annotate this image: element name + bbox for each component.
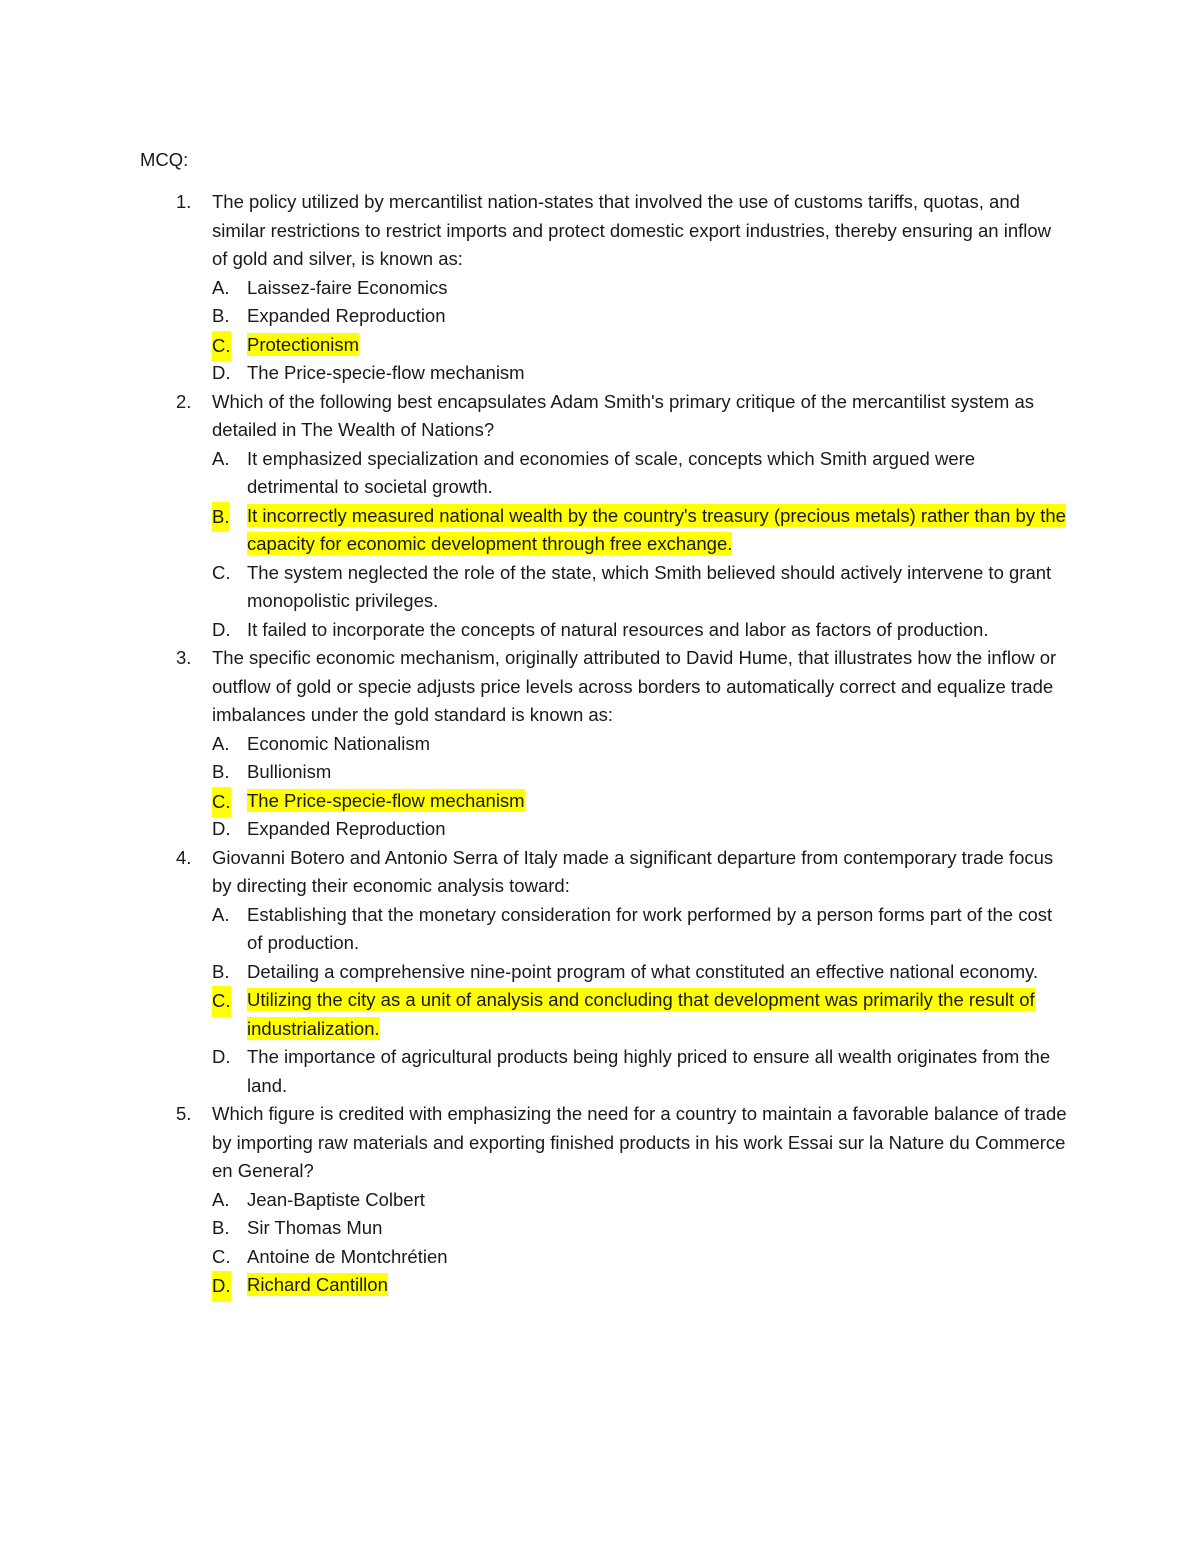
question-text: Giovanni Botero and Antonio Serra of Italy made a significant departure from contemporary trade focus by directing their economic analysis toward: [212,846,1054,896]
option-text: The system neglected the role of the state, which Smith believed should actively intervene to grant monopolistic privileges. [247,561,1052,611]
option-text: Bullionism [247,761,332,782]
option [212,445,1070,502]
option-letter: B. [212,960,230,982]
option [212,1043,1070,1100]
option-text: Expanded Reproduction [247,305,446,326]
option-list [212,730,1070,844]
option-letter: A. [212,1188,230,1210]
option-letter: C. [212,1245,231,1267]
question-text: The policy utilized by mercantilist nation-states that involved the use of customs tariffs, quotas, and similar restrictions to restrict imports and protect domestic export industries, thereby ensuring an inflow of gold and silver, is known as: [212,191,1052,269]
question-number: 4. [176,846,192,868]
highlighted-answer-text: It incorrectly measured national wealth by the country's treasury (precious metals) rather than by the capacity for economic development through free exchange. [247,504,1066,554]
option-text: Antoine de Montchrétien [247,1245,448,1267]
option [212,815,1070,844]
option-letter: A. [212,276,230,298]
option-correct-answer [212,331,1070,360]
option-text: Establishing that the monetary consideration for work performed by a person forms part of the cost of production. [247,903,1053,953]
option-letter: B. [212,305,230,326]
highlighted-answer-text: Richard Cantillon [247,1274,388,1295]
option [212,730,1070,759]
option-list [212,1186,1070,1300]
option-letter: D. [212,1046,231,1067]
question-1 [140,188,1070,388]
option-letter: D. [212,362,231,383]
question-number: 1. [176,191,192,212]
option-text: Detailing a comprehensive nine-point program of what constituted an effective national economy. [247,960,1039,982]
question-list [140,188,1070,1300]
option-text: The Price-specie-flow mechanism [247,362,525,383]
question-text: Which of the following best encapsulates Adam Smith's primary critique of the mercantilist system as detailed in The Wealth of Nations? [212,390,1034,440]
question-number: 2. [176,390,192,412]
highlighted-answer-text: Protectionism [247,333,360,355]
option-text: It failed to incorporate the concepts of natural resources and labor as factors of production. [247,618,989,640]
option-letter: B. [212,1217,230,1238]
option-correct-answer [212,1271,1070,1300]
option [212,559,1070,616]
option [212,1214,1070,1243]
question-text: Which figure is credited with emphasizing the need for a country to maintain a favorable balance of trade by importing raw materials and exporting finished products in his work Essai sur la Nature du Commerce en General? [212,1103,1067,1181]
option-letter: C. [212,331,231,362]
option-letter: C. [212,787,231,818]
option-correct-answer [212,787,1070,816]
option [212,359,1070,388]
option-text: Jean-Baptiste Colbert [247,1188,425,1210]
option-letter: C. [212,561,231,583]
option-letter: C. [212,986,231,1017]
option-letter: A. [212,732,230,754]
option [212,901,1070,958]
option-list [212,445,1070,645]
question-number: 3. [176,647,192,668]
question-text: The specific economic mechanism, originally attributed to David Hume, that illustrates how the inflow or outflow of gold or specie adjusts price levels across borders to automatically correct and equalize trade imbalances under the gold standard is known as: [212,647,1057,725]
highlighted-answer-text: The Price-specie-flow mechanism [247,789,525,811]
option-text: The importance of agricultural products being highly priced to ensure all wealth originates from the land. [247,1046,1051,1096]
option-letter: D. [212,1271,231,1302]
option-correct-answer [212,502,1070,559]
option-text: Expanded Reproduction [247,818,446,839]
question-5 [140,1100,1070,1300]
option-letter: A. [212,903,230,925]
option-letter: B. [212,502,229,533]
option [212,958,1070,987]
option-text: It emphasized specialization and economies of scale, concepts which Smith argued were detrimental to societal growth. [247,447,976,497]
question-3 [140,644,1070,844]
option [212,1243,1070,1272]
question-number: 5. [176,1103,192,1124]
option [212,616,1070,645]
option [212,302,1070,331]
page-heading: MCQ: [140,149,189,170]
option-text: Laissez-faire Economics [247,276,448,298]
option-list [212,274,1070,388]
option-list [212,901,1070,1101]
option-text: Sir Thomas Mun [247,1217,383,1238]
option [212,758,1070,787]
option-letter: B. [212,761,230,782]
option [212,274,1070,303]
option-correct-answer [212,986,1070,1043]
highlighted-answer-text: Utilizing the city as a unit of analysis and concluding that development was primarily the result of industrialization. [247,989,1035,1039]
option-text: Economic Nationalism [247,732,431,754]
option-letter: A. [212,447,230,469]
question-4 [140,844,1070,1101]
question-2 [140,388,1070,645]
option-letter: D. [212,818,231,839]
option-letter: D. [212,618,231,640]
option [212,1186,1070,1215]
